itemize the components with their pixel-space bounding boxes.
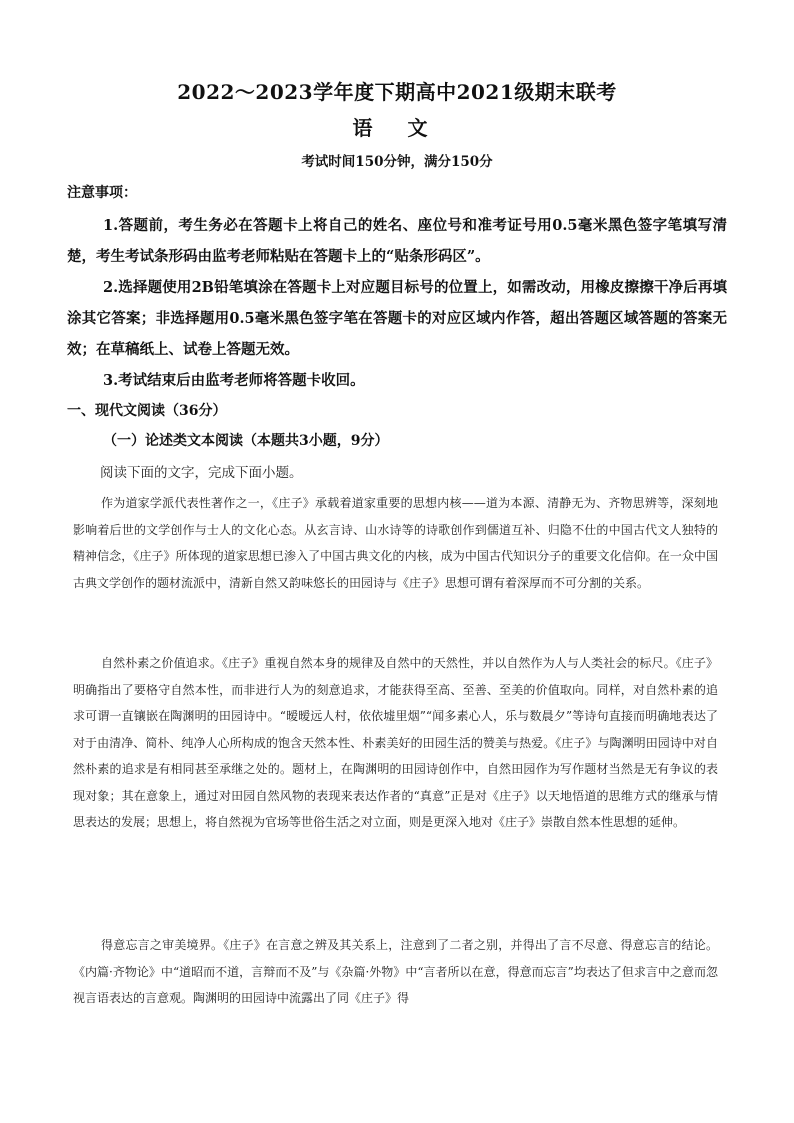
note-item-2: 2.选择题使用2B铅笔填涂在答题卡上对应题目标号的位置上，如需改动，用橡皮擦擦干净后再填涂其它答案；非选择题用0.5毫米黑色签字笔在答题卡的对应区域内作答，超出答题区域答题的答案无效；在草稿纸上、试卷上答题无效。 bbox=[67, 279, 727, 358]
exam-title: 2022～2023学年度下期高中2021级期末联考 bbox=[177, 80, 617, 104]
section-heading: 一、现代文阅读（36分） bbox=[67, 403, 227, 419]
exam-info: 考试时间150分钟，满分150分 bbox=[301, 154, 493, 170]
note-item-1: 1.答题前，考生务必在答题卡上将自己的姓名、座位号和准考证号用0.5毫米黑色签字笔填写清楚，考生考试条形码由监考老师粘贴在答题卡上的“贴条形码区”。 bbox=[67, 217, 727, 265]
subject-title bbox=[0, 112, 794, 141]
note-item-3: 3.考试结束后由监考老师将答题卡收回。 bbox=[103, 372, 365, 389]
subject-label: 语 文 bbox=[352, 116, 442, 140]
passage-paragraph-1: 作为道家学派代表性著作之一，《庄子》承载着道家重要的思想内核——道为本源、清静无为、齐物思辨等，深刻地影响着后世的文学创作与士人的文化心态。从玄言诗、山水诗等的诗歌创作到儒道互补、归隐不仕的中国古代文人独特的精神信念，《庄子》所体现的道家思想已渗入了中国古典文化的内核，成为中国古代知识分子的重要文化信仰。在一众中国古典文学创作的题材流派中，清新自然又韵味悠长的田园诗与《庄子》思想可谓有着深厚而不可分割的关系。 bbox=[73, 496, 718, 590]
passage-paragraph-2: 自然朴素之价值追求。《庄子》重视自然本身的规律及自然中的天然性，并以自然作为人与人类社会的标尺。《庄子》明确指出了要格守自然本性，而非进行人为的刻意追求，才能获得至高、至善、至美的价值取向。同样，对自然朴素的追求可谓一直镶嵌在陶渊明的田园诗中。“暧暧远人村，依依墟里烟”“闻多素心人，乐与数晨夕”等诗句直接而明确地表达了对于由清净、简朴、纯净人心所构成的饱含天然本性、朴素美好的田园生活的赞美与热爱。《庄子》与陶渊明田园诗中对自然朴素的追求是有相同甚至承继之处的。题材上，在陶渊明的田园诗创作中，自然田园作为写作题材当然是无有争议的表现对象；其在意象上，通过对田园自然风物的表现来表达作者的“真意”正是对《庄子》以天地悟道的思维方式的继承与情思表达的发展；思想上，将自然视为官场等世俗生活之对立面，则是更深入地对《庄子》崇散自然本性思想的延伸。 bbox=[73, 656, 718, 829]
subsection-heading: （一）论述类文本阅读（本题共3小题，9分） bbox=[103, 433, 389, 449]
passage-paragraph-3: 得意忘言之审美境界。《庄子》在言意之辨及其关系上，注意到了二者之别，并得出了言不尽意、得意忘言的结论。《内篇·齐物论》中“道昭而不道，言辩而不及”与《杂篇·外物》中“言者所以在意，得意而忘言”均表达了但求言中之意而忽视言语表达的言意观。陶渊明的田园诗中流露出了同《庄子》得 bbox=[73, 938, 718, 1005]
reading-instruction: 阅读下面的文字，完成下面小题。 bbox=[100, 465, 303, 480]
notes-heading: 注意事项： bbox=[67, 185, 137, 201]
